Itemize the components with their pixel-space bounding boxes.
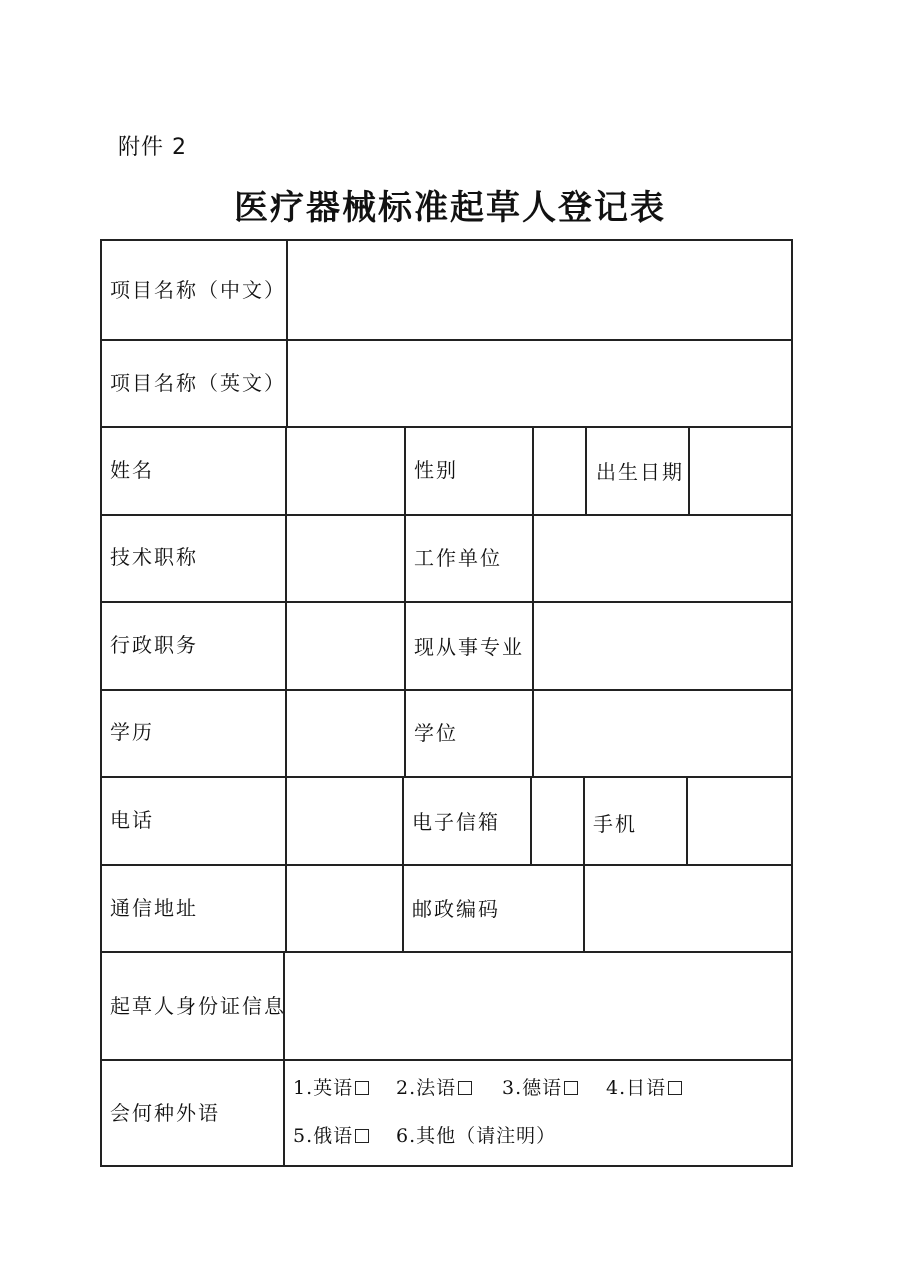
language-option[interactable] xyxy=(606,1073,682,1100)
table-border-bottom xyxy=(100,1165,793,1167)
form-title: 医疗器械标准起草人登记表 xyxy=(234,188,666,228)
gender-field[interactable] xyxy=(534,428,585,514)
language-option-other[interactable] xyxy=(396,1121,556,1148)
phone-field[interactable] xyxy=(287,778,402,864)
option-label: 6.其他（请注明） xyxy=(396,1125,557,1147)
checkbox-icon[interactable] xyxy=(355,1129,369,1143)
option-label: 2.法语 xyxy=(396,1077,457,1099)
employer-field[interactable] xyxy=(534,516,791,601)
language-option[interactable] xyxy=(293,1073,369,1100)
label-name: 姓名 xyxy=(110,458,154,482)
label-project-name-cn: 项目名称（中文） xyxy=(110,278,286,302)
admin-position-field[interactable] xyxy=(287,603,404,689)
column-divider xyxy=(585,426,587,515)
label-employer: 工作单位 xyxy=(414,546,502,570)
label-degree: 学位 xyxy=(414,721,458,745)
row-divider xyxy=(100,1059,793,1061)
label-mobile: 手机 xyxy=(593,812,637,836)
label-address: 通信地址 xyxy=(110,896,198,920)
label-project-name-en: 项目名称（英文） xyxy=(110,371,286,395)
label-languages: 会何种外语 xyxy=(110,1101,220,1125)
degree-field[interactable] xyxy=(534,691,791,776)
current-major-field[interactable] xyxy=(534,603,791,689)
label-birth-date: 出生日期 xyxy=(596,460,684,484)
language-option[interactable] xyxy=(293,1121,369,1148)
column-divider xyxy=(404,426,406,776)
option-label: 1.英语 xyxy=(293,1077,354,1099)
address-field[interactable] xyxy=(287,866,402,951)
table-border-left xyxy=(100,239,102,1167)
education-field[interactable] xyxy=(287,691,404,776)
attachment-label: 附件 2 xyxy=(118,135,187,160)
checkbox-icon[interactable] xyxy=(355,1081,369,1095)
option-label: 4.日语 xyxy=(606,1077,667,1099)
label-id-info: 起草人身份证信息 xyxy=(110,994,286,1018)
mobile-field[interactable] xyxy=(688,778,791,864)
label-phone: 电话 xyxy=(110,808,154,832)
label-admin-position: 行政职务 xyxy=(110,633,198,657)
name-field[interactable] xyxy=(287,428,404,514)
label-education: 学历 xyxy=(110,720,154,744)
checkbox-icon[interactable] xyxy=(668,1081,682,1095)
language-option[interactable] xyxy=(396,1073,472,1100)
postcode-field[interactable] xyxy=(585,866,791,951)
id-info-field[interactable] xyxy=(285,953,791,1059)
project-name-en-field[interactable] xyxy=(288,341,791,426)
email-field[interactable] xyxy=(532,778,583,864)
project-name-cn-field[interactable] xyxy=(288,241,791,339)
label-current-major: 现从事专业 xyxy=(414,635,524,659)
label-gender: 性别 xyxy=(414,458,458,482)
birth-date-field[interactable] xyxy=(690,428,791,514)
label-title: 技术职称 xyxy=(110,545,198,569)
column-divider xyxy=(402,776,404,952)
option-label: 5.俄语 xyxy=(293,1125,354,1147)
label-email: 电子信箱 xyxy=(412,810,500,834)
checkbox-icon[interactable] xyxy=(564,1081,578,1095)
title-field[interactable] xyxy=(287,516,404,601)
checkbox-icon[interactable] xyxy=(458,1081,472,1095)
option-label: 3.德语 xyxy=(502,1077,563,1099)
language-option[interactable] xyxy=(502,1073,578,1100)
table-border-right xyxy=(791,239,793,1167)
label-postcode: 邮政编码 xyxy=(412,897,500,921)
